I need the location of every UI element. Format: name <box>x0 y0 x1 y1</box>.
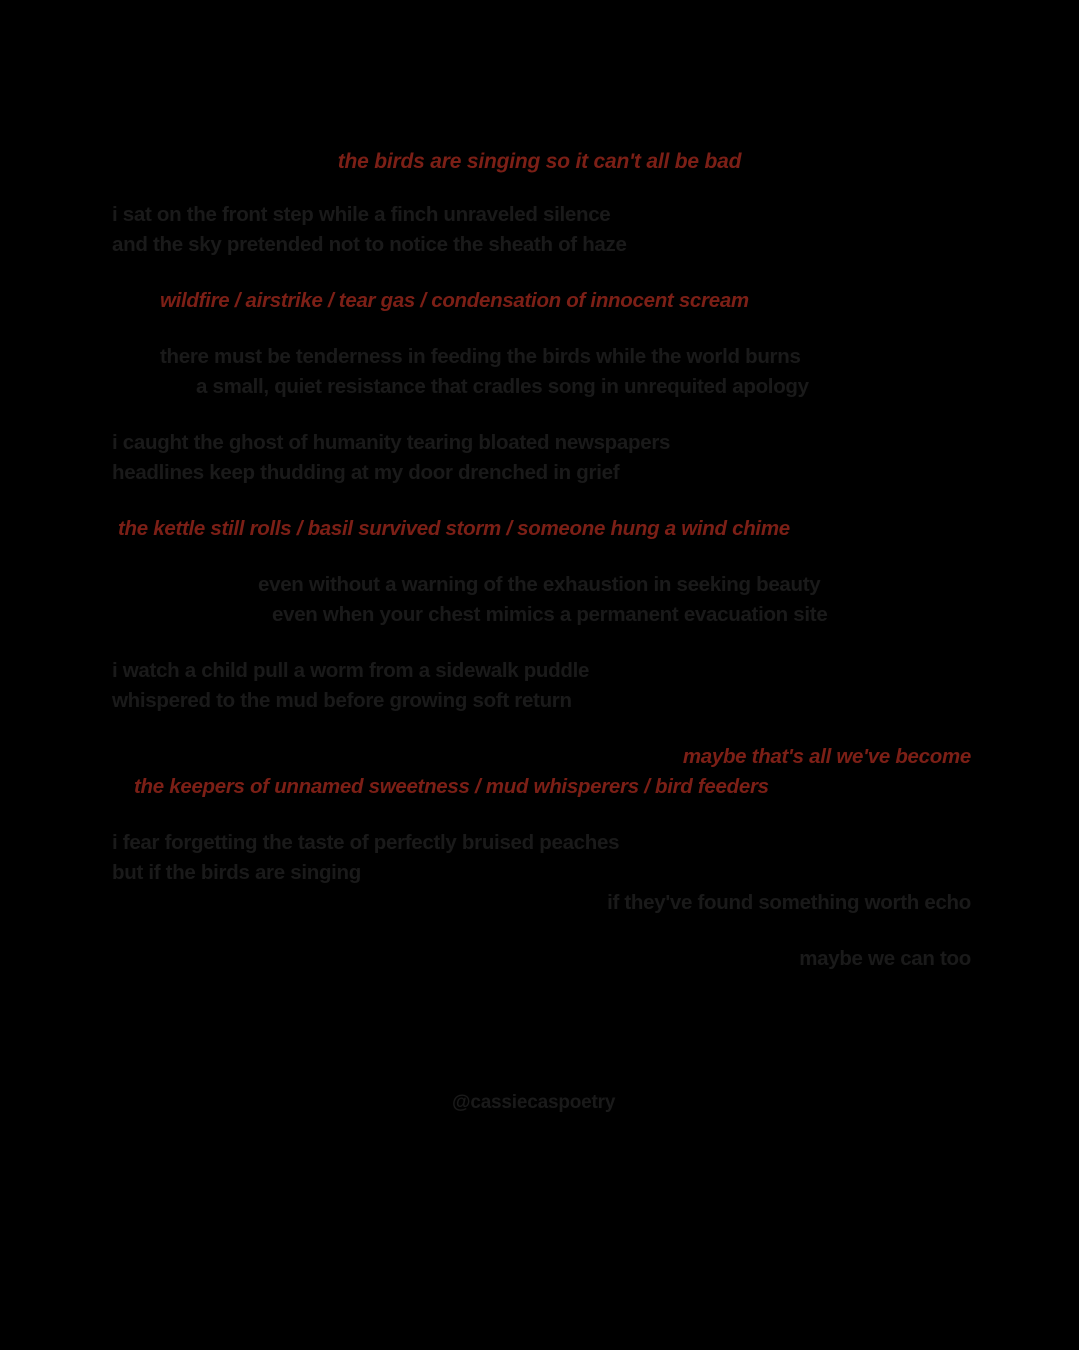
poem-line: i caught the ghost of humanity tearing bloated newspapers <box>112 431 671 454</box>
stanza <box>0 570 1079 630</box>
poem-line: and the sky pretended not to notice the sheath of haze <box>112 233 627 256</box>
stanza <box>0 944 1079 974</box>
poem-line: but if the birds are singing <box>112 861 362 884</box>
poem-line: i fear forgetting the taste of perfectly bruised peaches <box>112 831 620 854</box>
stanza <box>0 286 1079 316</box>
poem-line: there must be tenderness in feeding the birds while the world burns <box>160 345 801 368</box>
stanza-container <box>0 200 1079 974</box>
stanza <box>0 514 1079 544</box>
poem-line: even when your chest mimics a permanent evacuation site <box>272 603 828 626</box>
poem-line-accent: wildfire / airstrike / tear gas / condensation of innocent scream <box>160 289 749 312</box>
stanza <box>0 428 1079 488</box>
poem-line: i sat on the front step while a finch unraveled silence <box>112 203 611 226</box>
poem-line-accent: the kettle still rolls / basil survived storm / someone hung a wind chime <box>118 517 790 540</box>
page-title: the birds are singing so it can't all be bad <box>337 150 742 173</box>
poem-line: if they've found something worth echo <box>607 891 971 914</box>
stanza <box>0 828 1079 918</box>
poem-line: i watch a child pull a worm from a sidewalk puddle <box>112 659 590 682</box>
poem-line-accent: maybe that's all we've become <box>682 745 971 768</box>
poem-line: whispered to the mud before growing soft return <box>112 689 572 712</box>
poem-line: headlines keep thudding at my door drenched in grief <box>112 461 620 484</box>
stanza <box>0 342 1079 402</box>
author-handle: @cassiecaspoetry <box>452 1092 616 1113</box>
poem-line-accent: the keepers of unnamed sweetness / mud whisperers / bird feeders <box>134 775 769 798</box>
poem-line: a small, quiet resistance that cradles song in unrequited apology <box>196 375 809 398</box>
poem-line: even without a warning of the exhaustion in seeking beauty <box>258 573 821 596</box>
stanza <box>0 742 1079 802</box>
stanza <box>0 656 1079 716</box>
poem-line: maybe we can too <box>799 947 971 970</box>
stanza <box>0 200 1079 260</box>
